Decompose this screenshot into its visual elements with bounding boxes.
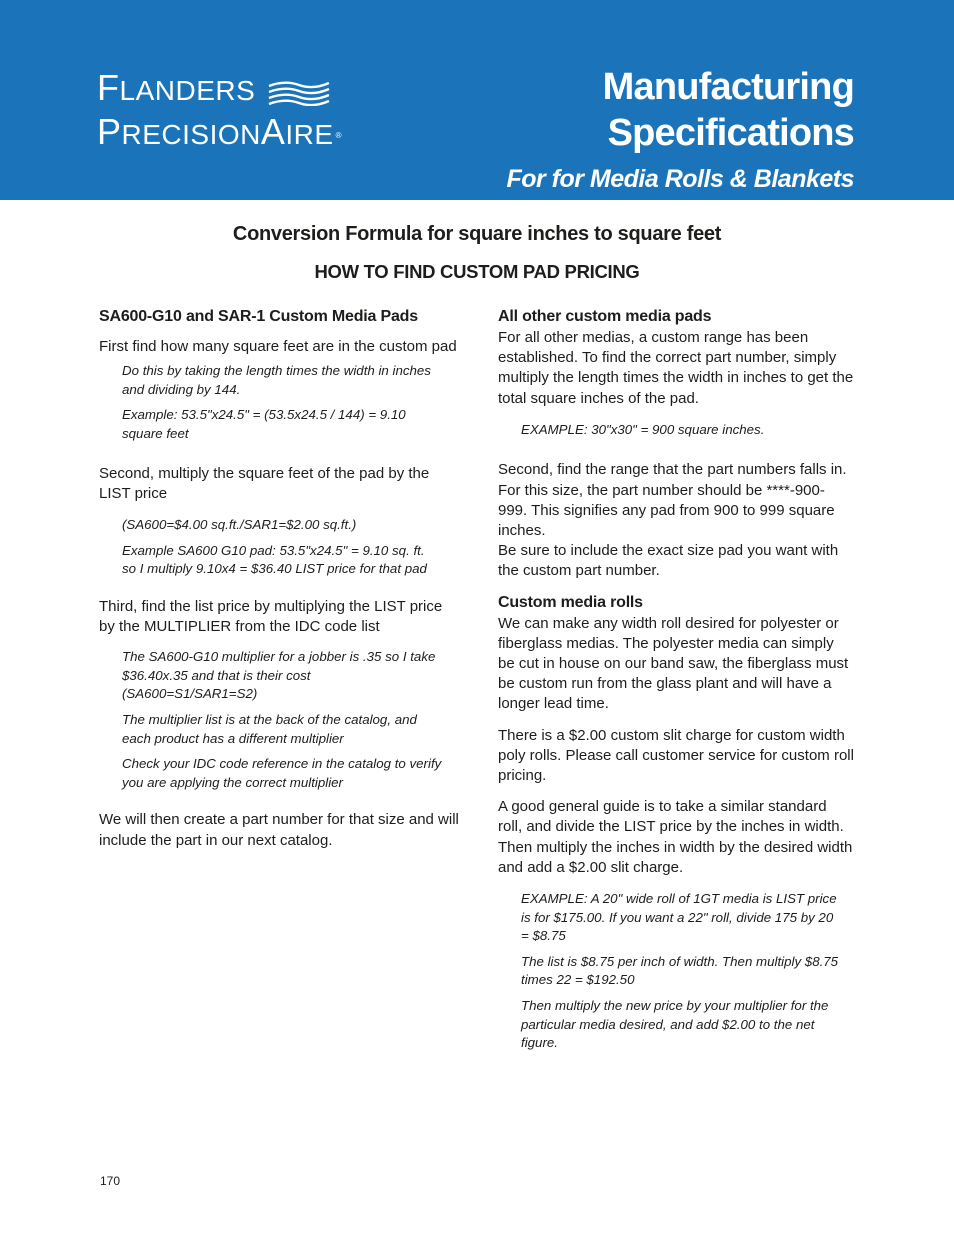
- page-title-block: [506, 64, 854, 194]
- italic-note: Example SA600 G10 pad: 53.5"x24.5" = 9.10 sq. ft. so I multiply 9.10x4 = $36.40 LIST price for that pad: [122, 542, 427, 577]
- italic-note: EXAMPLE: A 20" wide roll of 1GT media is LIST price is for $175.00. If you want a 22" roll, divide 175 by 20 = $8.75: [521, 891, 837, 944]
- page-title-line1: Manufacturing: [602, 66, 854, 108]
- page-title-line2: Specifications: [607, 112, 854, 154]
- italic-note: The multiplier list is at the back of the catalog, and each product has a different multiplier: [122, 711, 417, 746]
- paragraph: For all other medias, a custom range has been established. To find the correct part number, simply multiply the length times the width in inches to get the total square inches of the pad.: [498, 329, 854, 407]
- italic-note: Example: 53.5"x24.5" = (53.5x24.5 / 144) = 9.10 square feet: [122, 407, 406, 441]
- section-heading-other-pads: All other custom media pads: [498, 308, 712, 325]
- right-column: [498, 305, 854, 1053]
- section-heading-pads: SA600-G10 and SAR-1 Custom Media Pads: [99, 308, 418, 325]
- conversion-heading: Conversion Formula for square inches to square feet: [232, 223, 722, 245]
- page-number: 170: [100, 1174, 121, 1188]
- paragraph: We can make any width roll desired for polyester or fiberglass medias. The polyester media can simply be cut in house on our band saw, the fiberglass must be custom run from the glass plant and will have a longer lead time.: [498, 614, 849, 713]
- registered-mark: ®: [335, 131, 342, 140]
- section-heading-rolls: Custom media rolls: [498, 593, 643, 611]
- italic-note: (SA600=$4.00 sq.ft./SAR1=$2.00 sq.ft.): [122, 516, 357, 532]
- page-subtitle: For for Media Rolls & Blankets: [506, 165, 854, 193]
- italic-note: The SA600-G10 multiplier for a jobber is .35 so I take $36.40x.35 and that is their cost (SA600=S1/SAR1=S2): [122, 649, 436, 702]
- logo-text: P: [97, 111, 122, 152]
- left-column: [99, 305, 459, 851]
- paragraph: There is a $2.00 custom slit charge for custom width poly rolls. Please call customer service for custom roll pricing.: [498, 726, 854, 785]
- header-banner: [0, 0, 954, 200]
- paragraph: A good general guide is to take a similar standard roll, and divide the LIST price by the inches in width. Then multiply the inches in width by the desired width and add a $2.00 slit charge.: [498, 798, 853, 876]
- paragraph: Third, find the list price by multiplying the LIST price by the MULTIPLIER from the IDC code list: [99, 597, 443, 635]
- logo-text: LANDERS: [119, 75, 256, 106]
- italic-note: The list is $8.75 per inch of width. Then multiply $8.75 times 22 = $192.50: [521, 953, 839, 988]
- how-to-heading: HOW TO FIND CUSTOM PAD PRICING: [314, 261, 640, 282]
- paragraph: Second, find the range that the part numbers falls in. For this size, the part number should be ****-900-999. This signifies any pad from 900 to 999 square inches.: [498, 461, 847, 540]
- italic-note: Then multiply the new price by your multiplier for the particular media desired, and add $2.00 to the net figure.: [521, 998, 829, 1051]
- paragraph: Be sure to include the exact size pad you want with the custom part number.: [498, 542, 839, 580]
- italic-note: Check your IDC code reference in the catalog to verify you are applying the correct multiplier: [122, 756, 442, 790]
- paragraph: We will then create a part number for that size and will include the part in our next catalog.: [99, 811, 459, 849]
- paragraph: Second, multiply the square feet of the pad by the LIST price: [99, 464, 430, 502]
- waves-icon: [267, 80, 331, 106]
- logo-text: F: [97, 67, 120, 108]
- italic-note: Do this by taking the length times the width in inches and dividing by 144.: [122, 363, 431, 397]
- logo-text: A: [260, 111, 286, 152]
- italic-note: EXAMPLE: 30"x30" = 900 square inches.: [521, 421, 765, 437]
- company-logo: [97, 67, 342, 158]
- logo-text: IRE: [285, 119, 334, 150]
- logo-text: RECISION: [121, 119, 261, 150]
- paragraph: First find how many square feet are in the custom pad: [99, 338, 457, 355]
